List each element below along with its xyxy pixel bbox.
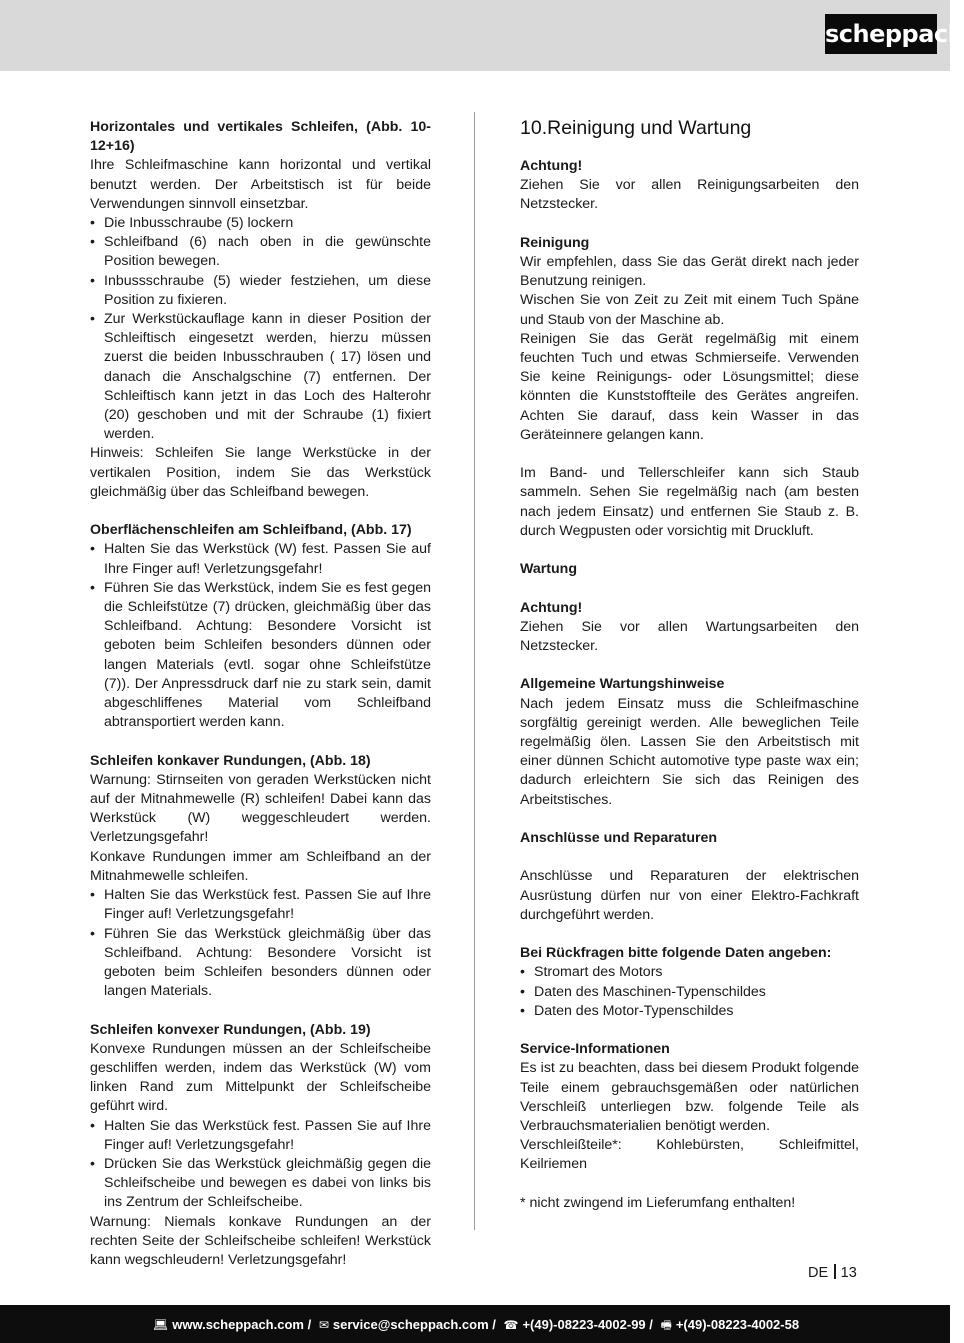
footnote: * nicht zwingend im Lieferumfang enthalten! [520,1194,796,1211]
paragraph: Ziehen Sie vor allen Reinigungsarbeiten den Netzstecker. [520,177,859,213]
section-heading: Anschlüsse und Reparaturen [520,830,718,847]
list-item: • Halten Sie das Werkstück fest. Passen Sie auf Ihre Finger auf! Verletzungsgefahr! [90,887,431,923]
paragraph: Reinigen Sie das Gerät regelmäßig mit einem feuchten Tuch und etwas Schmierseife. Verwenden Sie keine Reinigungs- oder Lösungsmittel; diese könnten die Kunststoffteile des Gerätes angreifen. Achten Sie darauf, dass kein Wasser in das Geräteinnere gelangen kann. [520,330,859,443]
column-divider [474,112,475,1230]
section-heading: Service-Informationen [520,1041,670,1058]
page-number: DE 13 [808,1265,857,1281]
paragraph: Nach jedem Einsatz muss die Schleifmaschine sorgfältig gereinigt werden. Alle beweglichen Teile regelmäßig ölen. Lassen Sie den Arbeitstisch mit einer dünnen Schicht automotive type paste wax ein; dadurch erleichtern Sie sich das Reinigen des Arbeitstisches. [520,695,859,808]
email-link[interactable]: service@scheppach.com / [332,1317,496,1332]
section-heading: Allgemeine Wartungshinweise [520,676,725,693]
attention-label: Achtung! [520,599,583,616]
list-item: • Zur Werkstückauflage kann in dieser Position der Schleiftisch eingesetzt werden, hierzu müssen zuerst die beiden Inbusschrauben ( 17) lösen und danach die Anschalgschine (7) entfernen. Der Schleiftisch kann jetzt in das Loch des Halterohr (20) geschoben und mit der Schraube (1) fixiert werden. [90,311,431,443]
phone-number: +(49)-08223-4002-99 / [522,1317,653,1332]
list-item: • Die Inbusschraube (5) lockern [90,215,294,232]
brand-logo: scheppach [825,14,937,54]
list-item: • Führen Sie das Werkstück, indem Sie es fest gegen die Schleifstütze (7) drücken, gleichmäßig über das Schleifband. Achtung: Besondere Vorsicht ist geboten beim Schleifen besonders dünnen oder langen Materials (evtl. sogar ohne Schleifstütze (7)). Der Anpressdruck darf nie zu stark sein, damit abgeschliffenes Material vom Schleifband abtransportiert werden kann. [90,579,431,731]
list-item: • Daten des Maschinen-Typenschildes [520,983,766,1000]
list-item: • Drücken Sie das Werkstück gleichmäßig gegen die Schleifscheibe und bewegen es dabei von links bis ins Zentrum der Schleifscheibe. [90,1155,431,1211]
list-item: • Inbussschraube (5) wieder festziehen, um diese Position zu fixieren. [90,272,431,308]
paragraph: Im Band- und Tellerschleifer kann sich Staub sammeln. Sehen Sie regelmäßig nach (am besten nach jedem Einsatz) und entfernen Sie Staub z. B. durch Wegpusten oder vorsichtig mit Druckluft. [520,465,859,539]
computer-icon: 💻︎ [153,1318,169,1332]
warning-paragraph: Warnung: Stirnseiten von geraden Werkstücken nicht auf der Mitnahmewelle (R) schleifen! Dabei kann das Werkstück (W) weggeschleudert werden. Verletzungsgefahr! [90,771,431,846]
paragraph: Wischen Sie von Zeit zu Zeit mit einem Tuch Späne und Staub von der Maschine ab. [520,292,859,328]
warning-paragraph: Warnung: Niemals konkave Rundungen an der rechten Seite der Schleifscheibe schleifen! Werkstück kann wegschleudern! Verletzungsgefahr! [90,1213,431,1268]
paragraph: Anschlüsse und Reparaturen der elektrischen Ausrüstung dürfen nur von einer Elektro-Fachkraft durchgeführt werden. [520,868,859,923]
section-heading: Schleifen konvexer Rundungen, (Abb. 19) [90,1021,371,1038]
paragraph: Ihre Schleifmaschine kann horizontal und vertikal benutzt werden. Der Arbeitstisch ist für beide Verwendungen sinnvoll einsetzbar. [90,157,431,212]
bullet-list [90,1117,431,1213]
list-item: • Halten Sie das Werkstück (W) fest. Passen Sie auf Ihre Finger auf! Verletzungsgefahr! [90,541,431,577]
list-item: • Führen Sie das Werkstück gleichmäßig über das Schleifband. Achtung: Besondere Vorsicht ist geboten beim Schleifen besonders dünnen oder langen Materials. [90,925,431,1000]
section-heading: Oberflächenschleifen am Schleifband, (Abb. 17) [90,522,412,539]
list-item: • Daten des Motor-Typenschildes [520,1002,734,1019]
header-band [0,0,964,71]
list-item: • Stromart des Motors [520,964,663,981]
paragraph: Konkave Rundungen immer am Schleifband an der Mitnahmewelle schleifen. [90,848,431,884]
paragraph: Konvexe Rundungen müssen an der Schleifscheibe geschliffen werden, indem das Werkstück (W) vom linken Rand zum Mittelpunkt der Schleifscheibe geführt wird. [90,1040,431,1115]
section-heading: Wartung [520,561,577,578]
bullet-list [90,214,431,444]
bullet-list [520,963,859,1021]
paragraph: Wir empfehlen, dass Sie das Gerät direkt nach jeder Benutzung reinigen. [520,254,859,290]
left-column [90,118,431,1270]
phone-icon: ☎ [503,1318,519,1332]
list-item: • Schleifband (6) nach oben in die gewünschte Position bewegen. [90,234,431,270]
website-link[interactable]: www.scheppach.com / [172,1317,312,1332]
paragraph: Ziehen Sie vor allen Wartungsarbeiten den Netzstecker. [520,618,859,655]
footer-bar [0,1305,950,1343]
attention-label: Achtung! [520,158,583,174]
section-heading: Horizontales und vertikales Schleifen, (Abb. 10-12+16) [90,119,431,155]
section-heading: Schleifen konkaver Rundungen, (Abb. 18) [90,752,371,769]
paragraph: Es ist zu beachten, dass bei diesem Produkt folgende Teile einem gebrauchsgemäßen oder natürlichen Verschleiß unterliegen bzw. folgende Teile als Verbrauchsmaterialien benötigt werden. [520,1060,859,1135]
section-heading: Reinigung [520,234,590,251]
fax-icon: 🖷︎ [660,1318,672,1332]
note-paragraph: Hinweis: Schleifen Sie lange Werkstücke in der vertikalen Position, indem Sie das Werkstück gleichmäßig über das Schleifband bewegen. [90,445,431,500]
bullet-list [90,540,431,732]
right-column [520,118,859,1213]
bullet-list [90,886,431,1001]
section-heading: Bei Rückfragen bitte folgende Daten angeben: [520,945,832,962]
paragraph: Verschleißteile*: Kohlebürsten, Schleifmittel, Keilriemen [520,1137,859,1173]
list-item: • Halten Sie das Werkstück fest. Passen Sie auf Ihre Finger auf! Verletzungsgefahr! [90,1117,431,1153]
email-icon: ✉ [318,1318,329,1332]
fax-number: +(49)-08223-4002-58 [675,1317,800,1332]
chapter-title: 10.Reinigung und Wartung [520,117,752,139]
